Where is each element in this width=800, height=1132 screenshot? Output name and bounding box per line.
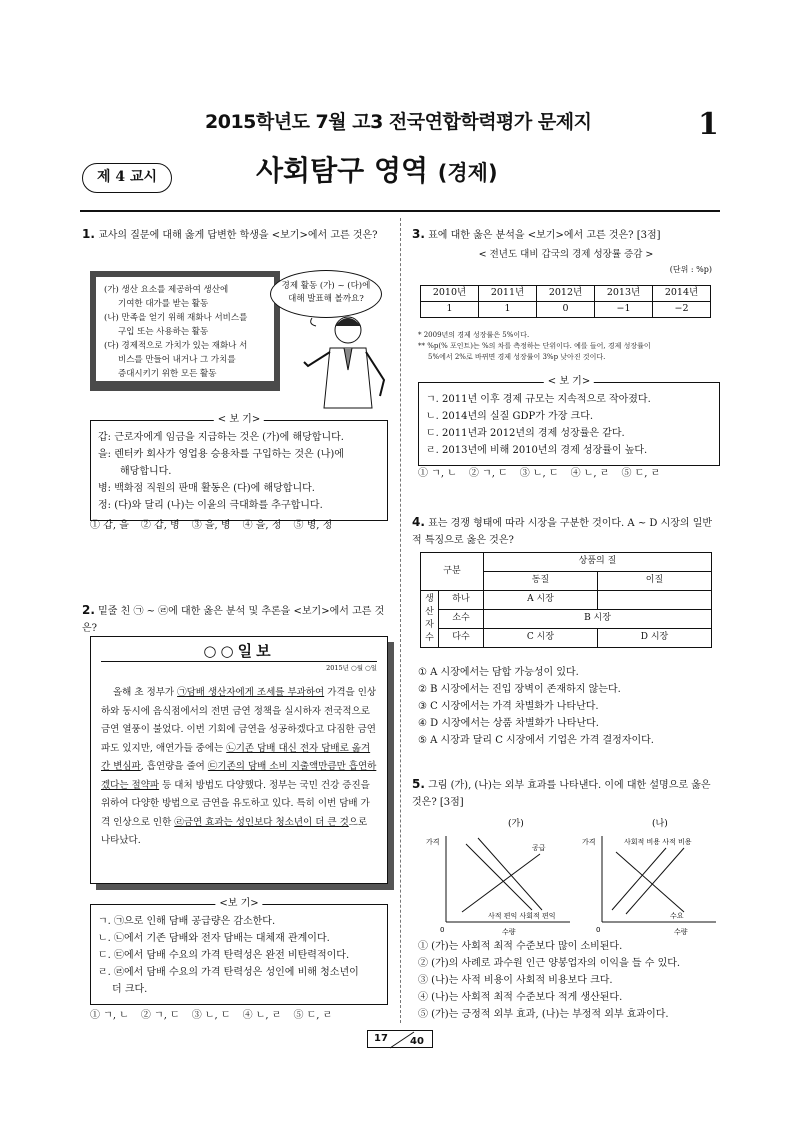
choice[interactable]: ⑤ A 시장과 달리 C 시장에서 기업은 가격 결정자이다. [418, 735, 654, 746]
choice[interactable]: ③ 을, 병 [191, 520, 231, 531]
table-row: 생 산 자 수 하나 A 시장 [421, 591, 712, 610]
choice[interactable]: ① 갑, 을 [90, 520, 129, 531]
choice[interactable]: ⑤ (가)는 긍정적 외부 효과, (나)는 부정적 외부 효과이다. [418, 1009, 669, 1020]
q3-choices [418, 466, 660, 481]
current-page: 17 [374, 1033, 388, 1044]
graph-b [582, 817, 716, 936]
choice[interactable]: ② 갑, 병 [140, 520, 180, 531]
subject-title: 사회탐구 영역 (경제) [256, 154, 498, 187]
table-row: 1 1 0 −1 −2 [421, 302, 711, 318]
svg-text:사회적 비용 사적 비용: 사회적 비용 사적 비용 [624, 838, 692, 846]
q2-bogi: <보 기> ㄱ. ㉠으로 인해 담배 공급량은 감소한다. ㄴ. ㉡에서 기존 담배와 전자 담배는 대체재 관계이다. ㄷ. ㉢에서 담배 수요의 가격 탄력성은 완전 비탄력적이다. ㄹ. ㉣에서 담배 수요의 가격 탄력성은 성인에 비해 청소년이 더 크다. [90, 904, 388, 1005]
chalkboard: (가) 생산 요소를 제공하여 생산에 기여한 대가를 받는 활동 (나) 만족을 얻기 위해 재화나 서비스를 구입 또는 사용하는 활동 (다) 경제적으로 가치가 있는 재화나 서 비스를 만들어 내거나 그 가치를 증대시키기 위한 모든 활동 [90, 271, 280, 387]
newspaper-article: 올해 초 정부가 ㉠담배 생산자에게 조세를 부과하여 가격을 인상하와 동시에 음식점에서의 전면 금연 정책을 실시하자 전국적으로 금연 열풍이 불었다. 이번 기회에 금연을 성공하겠다고 다짐한 금연파도 있지만, 애연가들 중에는 ㉡기존 담배 대신 전자 담배로 옮겨간 변심파, 흡연량을 줄여 ㉢기존의 담배 소비 지출액만큼만 흡연하겠다는 절약파 등 대처 방법도 다양했다. 정부는 국민 건강 증진을 위하여 다양한 방법으로 금연을 유도하고 있다. 특히 이번 담배 가격 인상으로 인한 ㉣금연 효과는 성인보다 청소년이 더 큰 것으로 나타났다. [101, 687, 377, 846]
q3-growth-table [420, 285, 711, 318]
q3-unit: (단위 : %p) [669, 265, 712, 274]
choice[interactable]: ② (가)의 사례로 과수원 인근 양봉업자의 이익을 들 수 있다. [418, 958, 681, 969]
q3-table-title: < 전년도 대비 갑국의 경제 성장률 증감 > [478, 249, 654, 260]
newspaper-date: 2015년 ○월 ○일 [326, 664, 377, 672]
newspaper-box [90, 636, 388, 884]
speech-bubble: 경제 활동 (가) ~ (다)에 대해 발표해 볼까요? [270, 270, 382, 318]
svg-text:수량: 수량 [502, 928, 516, 936]
svg-text:(가): (가) [508, 819, 524, 829]
private-benefit-curve [466, 844, 532, 910]
newspaper-title: ○○일보 [101, 641, 377, 662]
question-2-text: 밑줄 친 ㉠ ~ ㉣에 대한 옳은 분석 및 추론을 <보기>에서 고른 것은? [82, 606, 385, 634]
supply-curve [462, 854, 540, 912]
question-4: 4. 표는 경쟁 형태에 따라 시장을 구분한 것이다. A ~ D 시장의 일반적 특징으로 옳은 것은? [412, 515, 713, 546]
choice[interactable]: ④ 을, 정 [242, 520, 282, 531]
q2-choices [90, 1008, 332, 1023]
svg-text:가격: 가격 [426, 838, 440, 846]
question-5-text: 그림 (가), (나)는 외부 효과를 나타낸다. 이에 대한 설명으로 옳은 것은? [3점] [412, 780, 711, 808]
choice[interactable]: ⑤ 병, 정 [293, 520, 333, 531]
q4-market-table [420, 552, 712, 648]
table-row: 2010년 2011년 2012년 2013년 2014년 [421, 286, 711, 302]
choice[interactable]: ④ ㄴ, ㄹ [570, 468, 610, 479]
q5-choices [418, 938, 720, 1023]
choice[interactable]: ③ C 시장에서는 가격 차별화가 나타난다. [418, 701, 599, 712]
choice[interactable]: ⑤ ㄷ, ㄹ [293, 1010, 333, 1021]
choice[interactable]: ① ㄱ, ㄴ [418, 468, 457, 479]
page-indicator [367, 1030, 433, 1048]
question-4-text: 표는 경쟁 형태에 따라 시장을 구분한 것이다. A ~ D 시장의 일반적 특징으로 옳은 것은? [412, 518, 713, 546]
choice[interactable]: ④ (나)는 사회적 최적 수준보다 적게 생산된다. [418, 992, 623, 1003]
q3-notes: * 2009년의 경제 성장률은 5%이다. ** %p(% 포인트)는 %의 차를 측정하는 단위이다. 예를 들어, 경제 성장률이 5%에서 2%로 바뀌면 경제 성장률이 3%p 낮아진 것이다. [418, 331, 651, 361]
q4-choices [418, 664, 720, 749]
table-row: 동질 이질 [421, 572, 712, 591]
graph-a [426, 817, 570, 936]
choice[interactable]: ④ D 시장에서는 상품 차별화가 나타난다. [418, 718, 599, 729]
page-number: 1 [698, 107, 719, 142]
question-2: 2. 밑줄 친 ㉠ ~ ㉣에 대한 옳은 분석 및 추론을 <보기>에서 고른 것은? [82, 603, 385, 634]
svg-text:사적 편익 사회적 편익: 사적 편익 사회적 편익 [488, 912, 556, 920]
choice[interactable]: ② ㄱ, ㄷ [468, 468, 508, 479]
question-3: 3. 표에 대한 옳은 분석을 <보기>에서 고른 것은? [3점] [412, 227, 661, 241]
exam-title: 2015학년도 7월 고3 전국연합학력평가 문제지 [205, 111, 592, 133]
choice[interactable]: ① ㄱ, ㄴ [90, 1010, 129, 1021]
table-row: 소수 B 시장 [421, 610, 712, 629]
svg-text:공급: 공급 [532, 844, 546, 852]
exam-header [0, 104, 800, 142]
total-pages: 40 [410, 1036, 424, 1047]
header-divider [80, 210, 720, 212]
teacher-illustration [300, 300, 392, 410]
table-row: 구분 상품의 질 [421, 553, 712, 572]
question-1-text: 교사의 질문에 대해 옳게 답변한 학생을 <보기>에서 고른 것은? [98, 230, 378, 241]
column-divider [400, 218, 401, 1023]
svg-text:수량: 수량 [674, 928, 688, 936]
svg-text:0: 0 [440, 926, 445, 934]
question-3-text: 표에 대한 옳은 분석을 <보기>에서 고른 것은? [3점] [428, 230, 661, 241]
svg-text:가격: 가격 [582, 838, 596, 846]
choice[interactable]: ③ (나)는 사적 비용이 사회적 비용보다 크다. [418, 975, 613, 986]
svg-text:(나): (나) [652, 819, 668, 829]
choice[interactable]: ② B 시장에서는 진입 장벽이 존재하지 않는다. [418, 684, 621, 695]
period-badge: 제 4 교시 [82, 163, 172, 193]
table-row: 다수 C 시장 D 시장 [421, 629, 712, 648]
choice[interactable]: ③ ㄴ, ㄷ [519, 468, 559, 479]
choice[interactable]: ① (가)는 사회적 최적 수준보다 많이 소비된다. [418, 941, 623, 952]
question-1: 1. 교사의 질문에 대해 옳게 답변한 학생을 <보기>에서 고른 것은? [82, 227, 378, 241]
svg-text:수요: 수요 [670, 912, 684, 920]
choice[interactable]: ③ ㄴ, ㄷ [191, 1010, 231, 1021]
question-5: 5. 그림 (가), (나)는 외부 효과를 나타낸다. 이에 대한 설명으로 옳은 것은? [3점] [412, 777, 711, 808]
choice[interactable]: ② ㄱ, ㄷ [140, 1010, 180, 1021]
demand-curve [616, 852, 684, 912]
q3-bogi: < 보 기> ㄱ. 2011년 이후 경제 규모는 지속적으로 작아졌다. ㄴ. 2014년의 실질 GDP가 가장 크다. ㄷ. 2011년과 2012년의 경제 성장률은 같다. ㄹ. 2013년에 비해 2010년의 경제 성장률이 높다. [418, 382, 720, 466]
choice[interactable]: ① A 시장에서는 담합 가능성이 있다. [418, 667, 579, 678]
choice[interactable]: ⑤ ㄷ, ㄹ [621, 468, 661, 479]
choice[interactable]: ④ ㄴ, ㄹ [242, 1010, 282, 1021]
externality-graphs [420, 814, 720, 938]
social-cost-curve [612, 848, 666, 910]
svg-text:0: 0 [596, 926, 601, 934]
q1-bogi: < 보 기> 갑: 근로자에게 임금을 지급하는 것은 (가)에 해당합니다. 을: 렌터카 회사가 영업용 승용차를 구입하는 것은 (나)에 해당합니다. 병: 백화점 직원의 판매 활동은 (다)에 해당합니다. 정: (다)와 달리 (나)는 이윤의 극대화를 추구합니다. [90, 420, 388, 521]
q1-choices [90, 518, 332, 533]
